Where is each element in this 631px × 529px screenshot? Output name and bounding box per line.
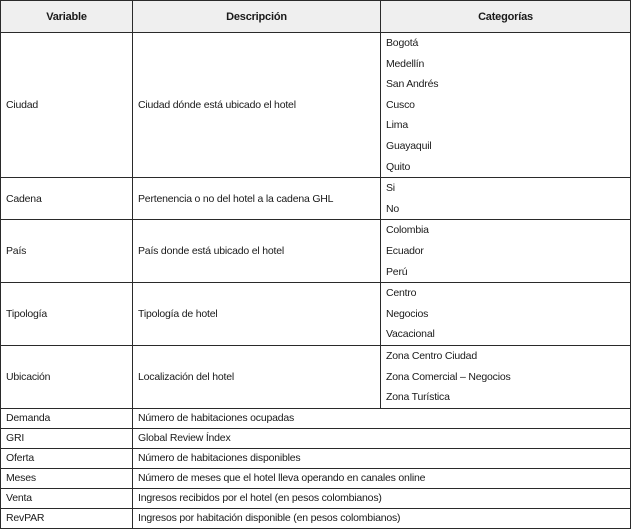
table-row — [1, 33, 631, 178]
categories-cell — [381, 345, 631, 408]
variable-cell: RevPAR — [1, 508, 133, 528]
category-item: Bogotá — [386, 37, 419, 49]
description-cell: Número de habitaciones ocupadas — [133, 408, 631, 428]
description-cell: Número de meses que el hotel lleva operando en canales online — [133, 468, 631, 488]
table-row — [1, 468, 631, 488]
variable-cell: Meses — [1, 468, 133, 488]
variable-cell: Cadena — [1, 178, 133, 220]
variable-cell: Demanda — [1, 408, 133, 428]
table-row — [1, 345, 631, 408]
description-cell: Tipología de hotel — [133, 283, 381, 346]
table-row — [1, 448, 631, 468]
category-item: Vacacional — [386, 328, 435, 341]
category-item: Colombia — [386, 224, 429, 237]
description-cell: Ingresos por habitación disponible (en pesos colombianos) — [133, 508, 631, 528]
description-cell: Pertenencia o no del hotel a la cadena GHL — [133, 178, 381, 220]
categories-cell — [381, 220, 631, 283]
categories-cell — [381, 33, 631, 178]
table-row — [1, 428, 631, 448]
category-item: Negocios — [386, 307, 429, 320]
category-item: Guayaquil — [386, 139, 432, 152]
header-row — [1, 1, 631, 33]
description-cell: Localización del hotel — [133, 345, 381, 408]
variable-cell: GRI — [1, 428, 133, 448]
category-item: Quito — [386, 160, 411, 173]
category-item: Ecuador — [386, 244, 424, 257]
category-item: Cusco — [386, 98, 415, 111]
category-item: Zona Comercial – Negocios — [386, 370, 511, 383]
header-description: Descripción — [133, 1, 381, 33]
variable-cell: Oferta — [1, 448, 133, 468]
header-variable: Variable — [1, 1, 133, 33]
description-cell: País donde está ubicado el hotel — [133, 220, 381, 283]
description-cell: Ciudad dónde está ubicado el hotel — [133, 33, 381, 178]
category-item: Zona Centro Ciudad — [386, 349, 477, 362]
description-cell: Global Review Índex — [133, 428, 631, 448]
variable-cell: Ubicación — [1, 345, 133, 408]
table-row — [1, 508, 631, 528]
variable-cell: Ciudad — [1, 33, 133, 178]
table-row — [1, 488, 631, 508]
category-item: Lima — [386, 119, 408, 132]
description-cell: Número de habitaciones disponibles — [133, 448, 631, 468]
table-row — [1, 178, 631, 220]
category-item: Zona Turística — [386, 391, 450, 404]
categories-cell — [381, 283, 631, 346]
category-item: Centro — [386, 287, 417, 300]
header-categories: Categorías — [381, 1, 631, 33]
table-row — [1, 408, 631, 428]
category-item: Si — [386, 182, 395, 195]
categories-cell — [381, 178, 631, 220]
category-item: Perú — [386, 265, 408, 278]
description-cell: Ingresos recibidos por el hotel (en pesos colombianos) — [133, 488, 631, 508]
category-item: No — [386, 202, 400, 215]
category-item: Medellín — [386, 57, 425, 70]
table-row — [1, 220, 631, 283]
variable-cell: Tipología — [1, 283, 133, 346]
category-item: San Andrés — [386, 78, 439, 91]
table-row — [1, 283, 631, 346]
variable-cell: País — [1, 220, 133, 283]
variable-cell: Venta — [1, 488, 133, 508]
